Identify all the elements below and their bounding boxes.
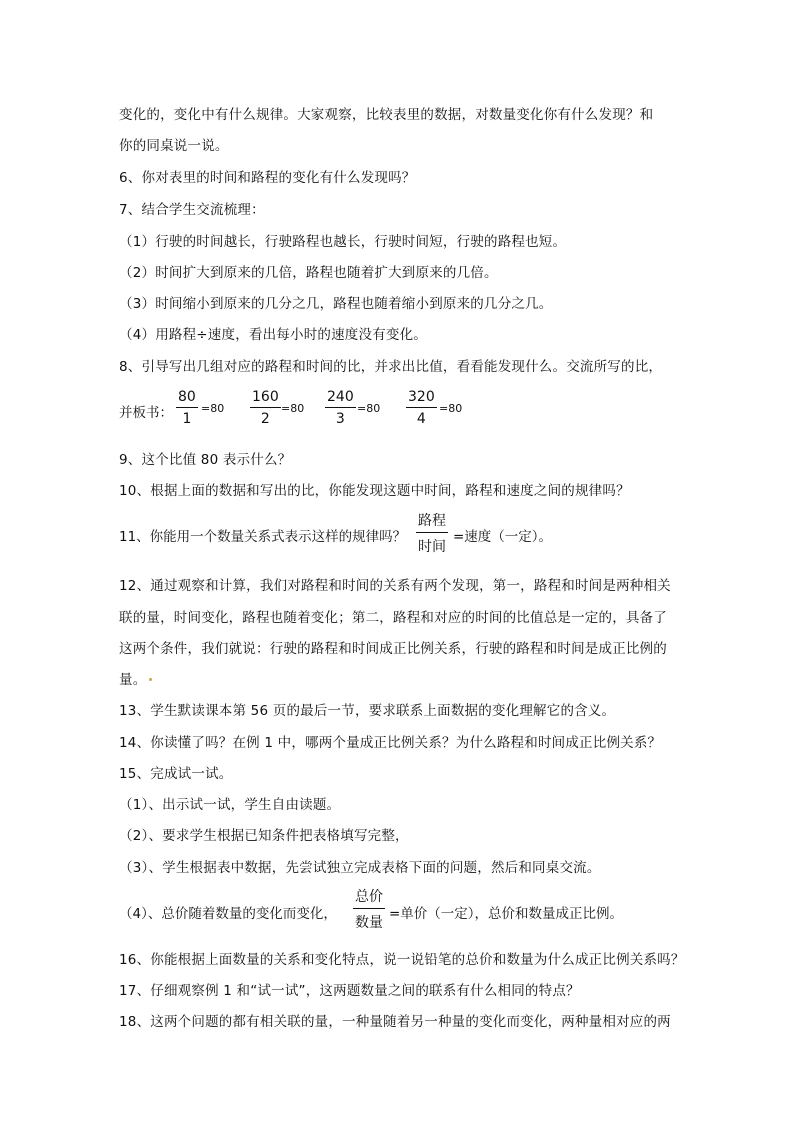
fraction-result: =80	[281, 402, 305, 415]
text-line: 联的量，时间变化，路程也随着变化；第二，路程和对应的时间的比值总是一定的，具备了	[119, 610, 667, 626]
board-label: 并板书：	[119, 405, 173, 421]
text-line: （2）时间扩大到原来的几倍，路程也随着扩大到原来的几倍。	[119, 265, 498, 281]
fraction-denominator: 4	[416, 411, 426, 427]
fraction-result: =80	[439, 402, 463, 415]
fraction-numerator: 80	[178, 389, 196, 405]
fraction-result: =80	[201, 402, 225, 415]
text-line: 14、你读懂了吗？在例 1 中，哪两个量成正比例关系？为什么路程和时间成正比例关系？	[119, 735, 662, 751]
text-line: 8、引导写出几组对应的路程和时间的比，并求出比值，看看能发现什么。交流所写的比，	[119, 359, 663, 375]
text-line: 12、通过观察和计算，我们对路程和时间的关系有两个发现，第一，路程和时间是两种相关	[119, 578, 671, 594]
fraction-numerator: 总价	[355, 889, 383, 905]
text-line: （3）时间缩小到原来的几分之几，路程也随着缩小到原来的几分之几。	[119, 296, 553, 312]
fraction-denominator: 数量	[355, 915, 383, 931]
fraction-numerator: 路程	[418, 513, 446, 529]
text-line: （3）、学生根据表中数据，先尝试独立完成表格下面的问题，然后和同桌交流。	[119, 860, 601, 876]
fraction-numerator: 240	[327, 389, 354, 405]
text-line: （4）、总价随着数量的变化而变化，	[119, 906, 337, 922]
text-line: 量。	[119, 672, 147, 688]
text-line: （1）、出示试一试，学生自由读题。	[119, 797, 341, 813]
fraction-80-1	[176, 389, 198, 427]
text-line: 18、这两个问题的都有相关联的量，一种量随着另一种量的变化而变化，两种量相对应的两	[119, 1014, 671, 1030]
fraction-160-2	[250, 389, 281, 427]
fraction-result: =速度（一定）。	[453, 529, 553, 545]
fraction-numerator: 160	[252, 389, 279, 405]
text-line: 9、这个比值 80 表示什么？	[119, 452, 292, 468]
text-line: 6、你对表里的时间和路程的变化有什么发现吗？	[119, 170, 416, 186]
text-line: 7、结合学生交流梳理：	[119, 202, 265, 218]
fraction-distance-time	[416, 510, 448, 556]
text-line: 变化的，变化中有什么规律。大家观察，比较表里的数据，对数量变化你有什么发现？和	[119, 107, 654, 123]
text-line: 11、你能用一个数量关系式表示这样的规律吗？	[119, 529, 407, 545]
text-line: （1）行驶的时间越长，行驶路程也越长，行驶时间短，行驶的路程也短。	[119, 234, 567, 250]
fraction-denominator: 1	[182, 411, 192, 427]
text-line: 这两个条件，我们就说：行驶的路程和时间成正比例关系，行驶的路程和时间是成正比例的	[119, 641, 667, 657]
text-line: （4）用路程÷速度，看出每小时的速度没有变化。	[119, 327, 427, 343]
fraction-denominator: 3	[335, 411, 345, 427]
text-line: 13、学生默读课本第 56 页的最后一节，要求联系上面数据的变化理解它的含义。	[119, 703, 616, 719]
text-line: 15、完成试一试。	[119, 766, 233, 782]
fraction-result: =单价（一定），总价和数量成正比例。	[389, 906, 624, 922]
decorative-dot	[149, 678, 152, 681]
fraction-320-4	[406, 389, 437, 427]
text-line: 16、你能根据上面数量的关系和变化特点，说一说铅笔的总价和数量为什么成正比例关系吗？	[119, 952, 685, 968]
fraction-240-3	[325, 389, 356, 427]
fraction-total-quantity	[353, 886, 385, 932]
text-line: （2）、要求学生根据已知条件把表格填写完整，	[119, 828, 409, 844]
fraction-result: =80	[357, 402, 381, 415]
text-line: 你的同桌说一说。	[119, 138, 229, 154]
fraction-denominator: 2	[260, 411, 270, 427]
text-line: 10、根据上面的数据和写出的比，你能发现这题中时间，路程和速度之间的规律吗？	[119, 483, 630, 499]
text-line: 17、仔细观察例 1 和“试一试”，这两题数量之间的联系有什么相同的特点？	[119, 983, 580, 999]
fraction-denominator: 时间	[418, 539, 446, 555]
fraction-numerator: 320	[408, 389, 435, 405]
